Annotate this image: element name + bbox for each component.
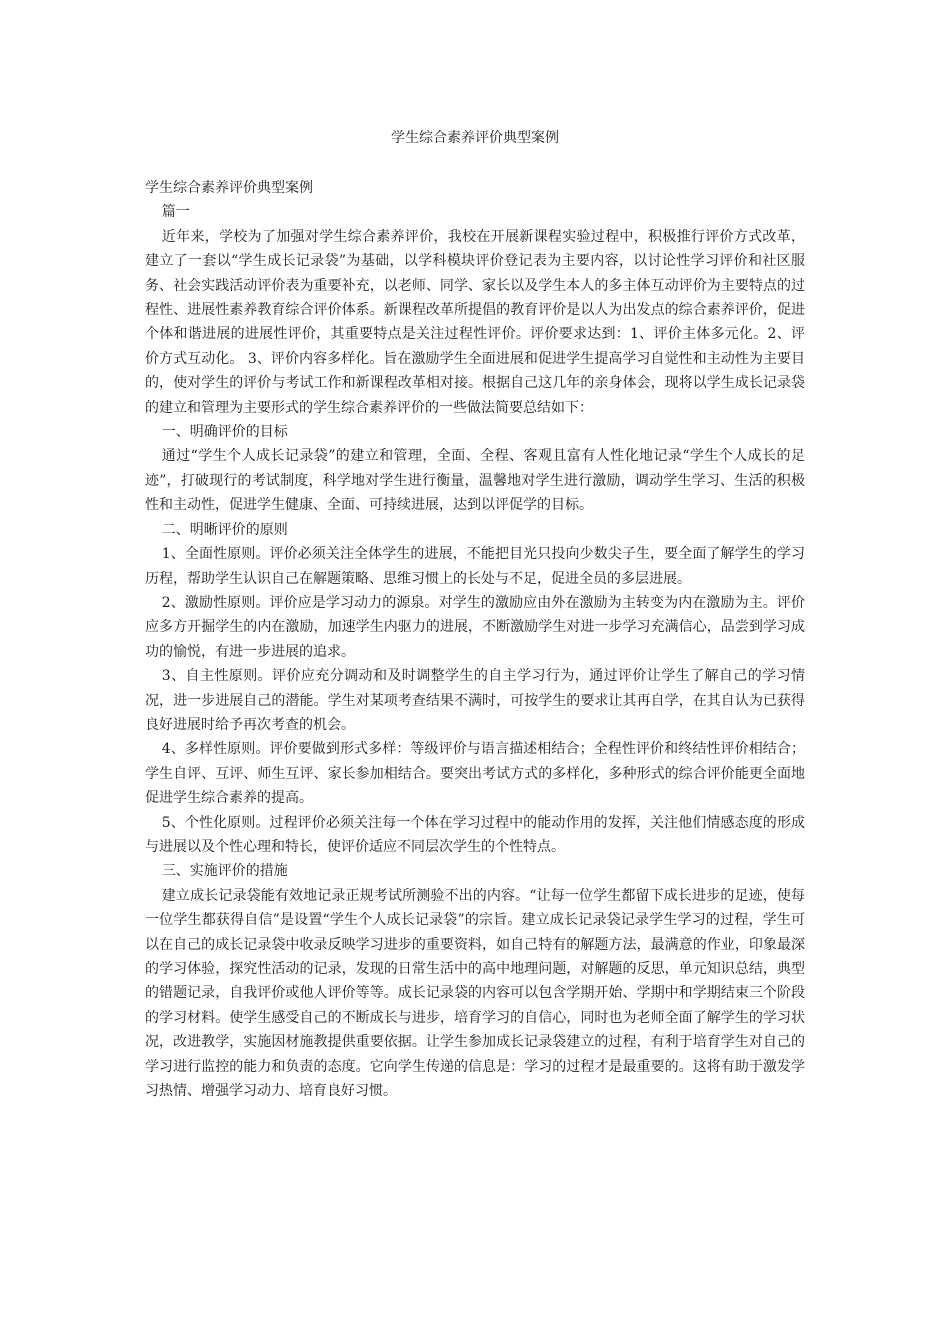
paragraph-principle-3: 3、自主性原则。评价应充分调动和及时调整学生的自主学习行为，通过评价让学生了解自己的学习情况，进一步进展自己的潜能。学生对某项考查结果不满时，可按学生的要求让其再自学，在其自认为已获得良好进展时给予再次考查的机会。 bbox=[145, 668, 805, 733]
heading-principles: 二、明晰评价的原则 bbox=[161, 521, 288, 538]
heading-goals: 一、明确评价的目标 bbox=[161, 424, 288, 441]
paragraph-principle-1: 1、全面性原则。评价必须关注全体学生的进展，不能把目光只投向少数尖子生，要全面了解学生的学习历程，帮助学生认识自己在解题策略、思维习惯上的长处与不足，促进全员的多层进展。 bbox=[145, 546, 805, 587]
paragraph-principle-4: 4、多样性原则。评价要做到形式多样：等级评价与语言描述相结合；全程性评价和终结性评价相结合；学生自评、互评、师生互评、家长参加相结合。要突出考试方式的多样化，多种形式的综合评价能更全面地促进学生综合素养的提高。 bbox=[145, 741, 805, 807]
document-subtitle: 学生综合素养评价典型案例 bbox=[145, 180, 313, 196]
paragraph-principle-5: 5、个性化原则。过程评价必须关注每一个体在学习过程中的能动作用的发挥，关注他们情感态度的形成与进展以及个性心理和特长，使评价适应不同层次学生的个性特点。 bbox=[145, 814, 805, 855]
document-body bbox=[145, 176, 805, 1103]
paragraph-principle-2: 2、激励性原则。评价应是学习动力的源泉。对学生的激励应由外在激励为主转变为内在激励为主。评价应多方开掘学生的内在激励，加速学生内驱力的进展，不断激励学生对进一步学习充满信心，品尝到学习成功的愉悦，有进一步进展的追求。 bbox=[145, 594, 805, 660]
heading-measures: 三、实施评价的措施 bbox=[161, 863, 288, 880]
section-label: 篇一 bbox=[161, 204, 190, 221]
paragraph-measures: 建立成长记录袋能有效地记录正规考试所测验不出的内容。“让每一位学生都留下成长进步的足迹，使每一位学生都获得自信”是设置“学生个人成长记录袋”的宗旨。建立成长记录袋记录学生学习的过程，学生可以在自己的成长记录袋中收录反映学习进步的重要资料，如自己特有的解题方法，最满意的作业，印象最深的学习体验，探究性活动的记录，发现的日常生活中的高中地理问题，对解题的反思，单元知识总结，典型的错题记录，自我评价或他人评价等等。成长记录袋的内容可以包含学期开始、学期中和学期结束三个阶段的学习材料。使学生感受自己的不断成长与进步，培育学习的自信心，同时也为老师全面了解学生的学习状况，改进教学，实施因材施教提供重要依据。让学生参加成长记录袋建立的过程，有利于培育学生对自己的学习进行监控的能力和负责的态度。它向学生传递的信息是：学习的过程才是最重要的。这将有助于激发学习热情、增强学习动力、培育良好习惯。 bbox=[145, 887, 805, 1100]
document-title: 学生综合素养评价典型案例 bbox=[391, 130, 559, 146]
paragraph-intro: 近年来，学校为了加强对学生综合素养评价，我校在开展新课程实验过程中，积极推行评价方式改革，建立了一套以“学生成长记录袋”为基础，以学科模块评价登记表为主要内容，以讨论性学习评价和社区服务、社会实践活动评价表为重要补充，以老师、同学、家长以及学生本人的多主体互动评价为主要特点的过程性、进展性素养教育综合评价体系。新课程改革所提倡的教育评价是以人为出发点的综合素养评价，促进个体和谐进展的进展性评价，其重要特点是关注过程性评价。评价要求达到：1、评价主体多元化。2、评价方式互动化。 3、评价内容多样化。旨在激励学生全面进展和促进学生提高学习自觉性和主动性为主要目的，使对学生的评价与考试工作和新课程改革相对接。根据自己这几年的亲身体会，现将以学生成长记录袋的建立和管理为主要形式的学生综合素养评价的一些做法简要总结如下： bbox=[145, 228, 805, 416]
paragraph-goals: 通过“学生个人成长记录袋”的建立和管理，全面、全程、客观且富有人性化地记录“学生个人成长的足迹”，打破现行的考试制度，科学地对学生进行衡量，温馨地对学生进行激励，调动学生学习、生活的积极性和主动性，促进学生健康、全面、可持续进展，达到以评促学的目标。 bbox=[145, 448, 805, 514]
